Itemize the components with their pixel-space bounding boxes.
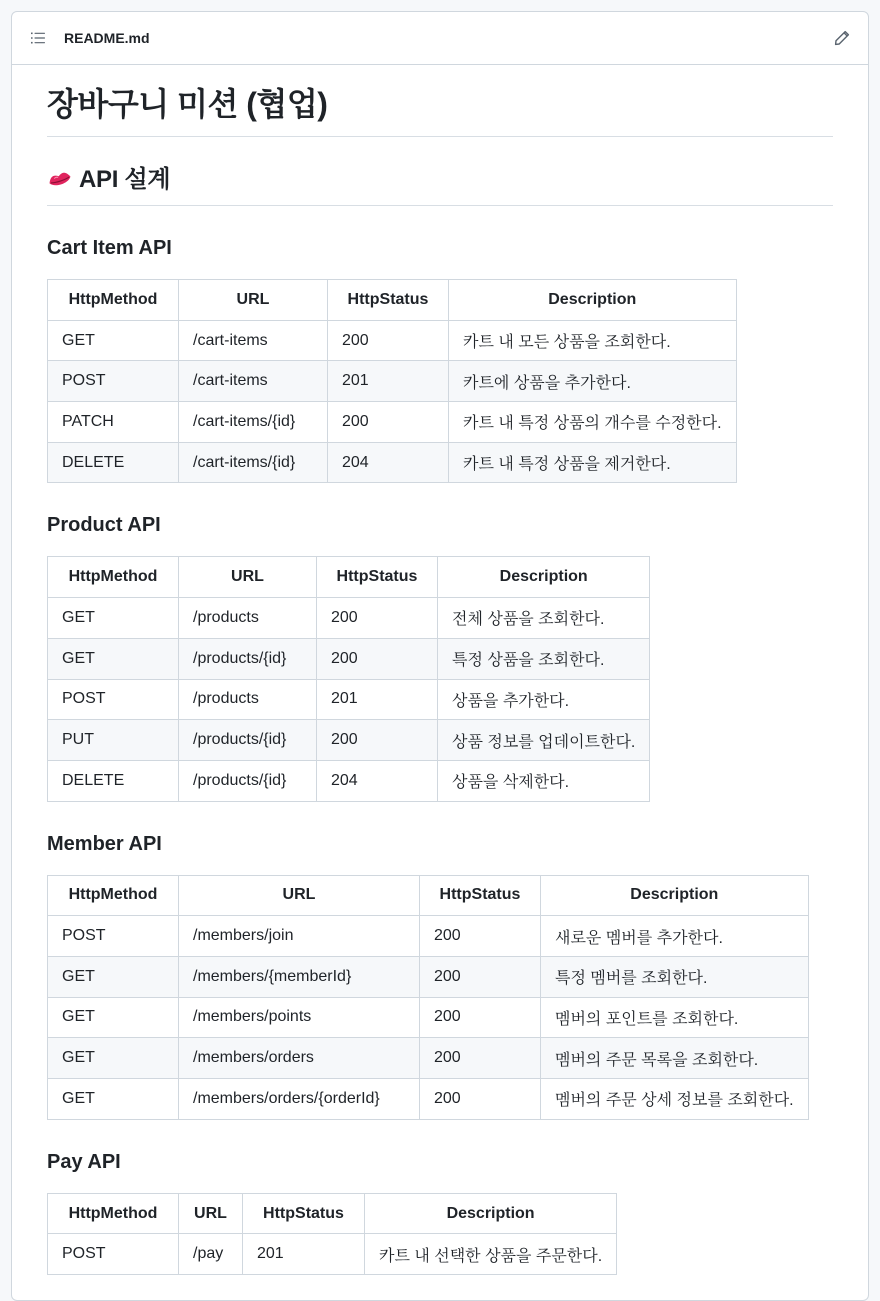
cell-description: 카트 내 특정 상품의 개수를 수정한다. [449,402,737,443]
table-header-row [48,557,650,598]
cell-status: 200 [420,956,541,997]
cell-description: 상품을 추가한다. [438,679,650,720]
cell-method: DELETE [48,442,179,483]
file-header [12,12,868,65]
cell-url: /members/orders/{orderId} [179,1079,420,1120]
cell-status: 200 [420,997,541,1038]
cell-method: POST [48,1234,179,1275]
cell-description: 카트에 상품을 추가한다. [449,361,737,402]
cell-url: /members/{memberId} [179,956,420,997]
cell-method: POST [48,361,179,402]
cell-status: 201 [328,361,449,402]
cell-description: 전체 상품을 조회한다. [438,598,650,639]
table-row [48,760,650,801]
cell-status: 201 [243,1234,365,1275]
cell-method: GET [48,956,179,997]
cell-method: GET [48,1038,179,1079]
cell-url: /products/{id} [179,760,317,801]
table-row [48,956,809,997]
readme-container [11,11,869,1301]
col-description: Description [449,280,737,321]
cell-status: 200 [317,638,438,679]
cell-method: POST [48,679,179,720]
pay-api-heading: Pay API [47,1150,121,1173]
col-httpmethod: HttpMethod [48,1193,179,1234]
cell-url: /products/{id} [179,638,317,679]
cell-description: 상품 정보를 업데이트한다. [438,720,650,761]
cart-item-api-heading: Cart Item API [47,237,172,259]
col-httpmethod: HttpMethod [48,557,179,598]
cell-method: GET [48,320,179,361]
product-api-heading: Product API [47,514,161,537]
cell-status: 200 [420,1079,541,1120]
cell-url: /members/orders [179,1038,420,1079]
cell-url: /products [179,679,317,720]
cell-url: /members/points [179,997,420,1038]
table-header-row [48,280,737,321]
cell-description: 특정 상품을 조회한다. [438,638,650,679]
table-header-row [48,875,809,916]
readme-body [12,85,868,1275]
col-httpstatus: HttpStatus [243,1193,365,1234]
cell-status: 200 [420,916,541,957]
col-url: URL [179,280,328,321]
cell-status: 204 [317,760,438,801]
table-header-row [48,1193,617,1234]
cell-method: DELETE [48,760,179,801]
cell-description: 특정 멤버를 조회한다. [541,956,809,997]
cell-url: /cart-items/{id} [179,442,328,483]
cell-url: /cart-items [179,320,328,361]
table-row [48,1038,809,1079]
cell-status: 200 [328,402,449,443]
pencil-icon[interactable] [834,30,850,46]
table-row [48,1234,617,1275]
cell-url: /members/join [179,916,420,957]
cell-url: /cart-items/{id} [179,402,328,443]
cell-status: 200 [420,1038,541,1079]
cell-status: 201 [317,679,438,720]
col-httpmethod: HttpMethod [48,280,179,321]
table-row [48,997,809,1038]
cell-method: GET [48,598,179,639]
table-row [48,361,737,402]
table-row [48,638,650,679]
col-url: URL [179,1193,243,1234]
col-description: Description [541,875,809,916]
section-title-text: API 설계 [79,165,171,193]
member-api-heading: Member API [47,832,162,855]
table-row [48,442,737,483]
cell-method: GET [48,997,179,1038]
pay-api-table [47,1193,617,1275]
table-row [48,1079,809,1120]
cart-item-api-table [47,279,737,483]
list-unordered-icon[interactable] [30,30,46,46]
cell-status: 204 [328,442,449,483]
cell-description: 멤버의 주문 목록을 조회한다. [541,1038,809,1079]
col-httpstatus: HttpStatus [420,875,541,916]
cell-description: 카트 내 특정 상품을 제거한다. [449,442,737,483]
col-description: Description [365,1193,617,1234]
cell-status: 200 [317,720,438,761]
cell-method: POST [48,916,179,957]
file-name: README.md [64,30,150,46]
cell-method: GET [48,1079,179,1120]
page-title: 장바구니 미션 (협업) [47,85,833,137]
cell-url: /products/{id} [179,720,317,761]
cell-description: 카트 내 모든 상품을 조회한다. [449,320,737,361]
col-description: Description [438,557,650,598]
col-httpstatus: HttpStatus [328,280,449,321]
cell-method: PUT [48,720,179,761]
member-api-table [47,875,809,1120]
product-api-table [47,556,650,801]
section-title [47,162,833,206]
col-url: URL [179,557,317,598]
table-row [48,916,809,957]
table-row [48,679,650,720]
table-row [48,320,737,361]
cell-url: /products [179,598,317,639]
cell-method: PATCH [48,402,179,443]
table-row [48,720,650,761]
col-url: URL [179,875,420,916]
kiss-mark-lips-icon [47,169,73,191]
cell-description: 카트 내 선택한 상품을 주문한다. [365,1234,617,1275]
cell-url: /pay [179,1234,243,1275]
table-row [48,598,650,639]
cell-url: /cart-items [179,361,328,402]
table-row [48,402,737,443]
cell-description: 멤버의 포인트를 조회한다. [541,997,809,1038]
col-httpstatus: HttpStatus [317,557,438,598]
cell-description: 상품을 삭제한다. [438,760,650,801]
col-httpmethod: HttpMethod [48,875,179,916]
cell-status: 200 [317,598,438,639]
cell-description: 새로운 멤버를 추가한다. [541,916,809,957]
cell-description: 멤버의 주문 상세 정보를 조회한다. [541,1079,809,1120]
cell-status: 200 [328,320,449,361]
cell-method: GET [48,638,179,679]
